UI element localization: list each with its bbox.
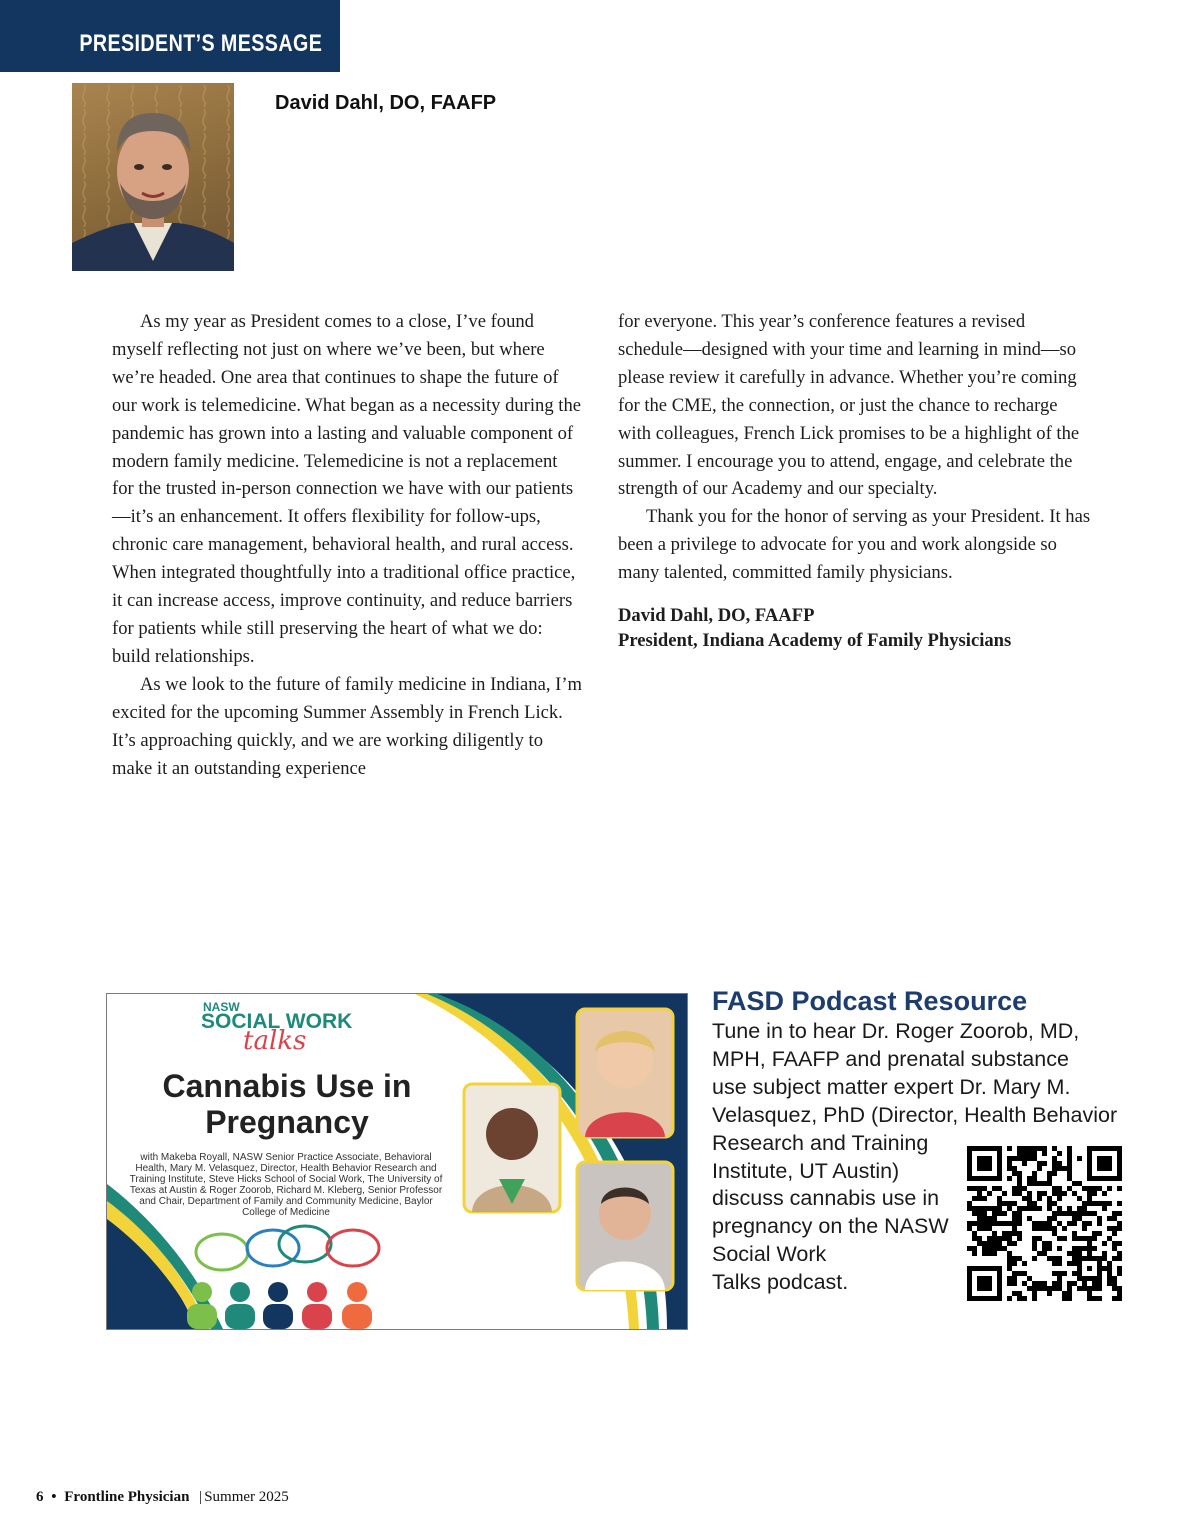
signature	[618, 603, 1094, 653]
article-column-right	[618, 308, 1094, 653]
promo-credit-line: and Chair, Department of Family and Community Medicine, Baylor	[139, 1196, 433, 1207]
page-footer	[36, 1489, 289, 1506]
promo-brand-small: NASW	[203, 1000, 240, 1014]
promo-credit-line: with Makeba Royall, NASW Senior Practice Associate, Behavioral	[140, 1152, 432, 1163]
article-paragraph: for everyone. This year’s conference features a revised schedule—designed with your time and learning in mind—so please review it carefully in advance. Whether you’re coming for the CME, the connection, or just the chance to recharge with colleagues, French Lick promises to be a highlight of the summer. I encourage you to attend, engage, and celebrate the strength of our Academy and our specialty.	[618, 311, 1080, 500]
fasd-line: Velasquez, PhD (Director, Health Behavior	[712, 1102, 1118, 1127]
fasd-line: discuss cannabis use in	[712, 1186, 940, 1211]
promo-credits	[111, 1152, 461, 1218]
promo-title-line2: Pregnancy	[205, 1104, 369, 1140]
article-column-left	[112, 308, 582, 782]
promo-credit-line: Training Institute, Steve Hicks School of Social Work, The University of	[129, 1174, 443, 1185]
article-paragraph: As my year as President comes to a close, I’ve found myself reflecting not just on where we’ve been, but where we’re headed. One area that continues to shape the future of our work is telemedicine. What began as a necessity during the pandemic has grown into a lasting and valuable component of modern family medicine. Telemedicine is not a replacement for the trusted in-person connection we have with our patients—it’s an enhancement. It offers flexibility for follow-ups, chronic care management, behavioral health, and rural access. When integrated thoughtfully into a traditional office practice, it can increase access, improve continuity, and reduce barriers for patients while still preserving the heart of what we do: build relationships.	[112, 311, 582, 667]
promo-credit-line: Texas at Austin & Roger Zoorob, Richard M. Kleberg, Senior Professor	[129, 1185, 443, 1196]
fasd-line: Institute, UT Austin)	[712, 1158, 900, 1183]
fasd-line: use subject matter expert Dr. Mary M.	[712, 1074, 1071, 1099]
author-photo	[72, 83, 234, 271]
promo-brand-script: talks	[243, 1026, 307, 1056]
footer-bullet: •	[51, 1489, 57, 1505]
podcast-promo-image	[106, 993, 688, 1330]
fasd-title: FASD Podcast Resource	[712, 986, 1028, 1016]
promo-credit-line: College of Medicine	[242, 1207, 330, 1218]
footer-separator: |	[199, 1489, 203, 1505]
promo-title-line1: Cannabis Use in	[162, 1068, 412, 1104]
promo-credit-line: Health, Mary M. Velasquez, Director, Health Behavior Research and	[135, 1163, 437, 1174]
promo-brand-main: SOCIAL WORK	[201, 1010, 353, 1033]
fasd-line: Tune in to hear Dr. Roger Zoorob, MD,	[712, 1019, 1080, 1043]
article-paragraph: As we look to the future of family medicine in Indiana, I’m excited for the upcoming Summer Assembly in French Lick. It’s approaching quickly, and we are working diligently to make it an outstanding experience	[112, 673, 582, 779]
signature-name: David Dahl, DO, FAAFP	[618, 605, 815, 627]
page-number: 6	[36, 1489, 44, 1505]
fasd-line: Research and Training	[712, 1130, 929, 1155]
issue-date: Summer 2025	[204, 1489, 289, 1505]
signature-title: President, Indiana Academy of Family Physicians	[618, 630, 1012, 652]
fasd-line: Talks podcast.	[712, 1270, 849, 1295]
section-title: PRESIDENT’S MESSAGE	[79, 30, 322, 57]
portrait-photo-icon	[72, 83, 234, 271]
fasd-line: Social Work	[712, 1242, 827, 1267]
section-banner	[0, 0, 340, 72]
article-paragraph: Thank you for the honor of serving as your President. It has been a privilege to advocate for you and work alongside so many talented, committed family physicians.	[618, 506, 1091, 584]
fasd-line: MPH, FAAFP and prenatal substance	[712, 1046, 1069, 1071]
author-name: David Dahl, DO, FAAFP	[275, 92, 497, 114]
qr-code-icon[interactable]	[967, 1146, 1122, 1301]
fasd-line: pregnancy on the NASW	[712, 1214, 949, 1239]
publication-name: Frontline Physician	[64, 1489, 190, 1505]
